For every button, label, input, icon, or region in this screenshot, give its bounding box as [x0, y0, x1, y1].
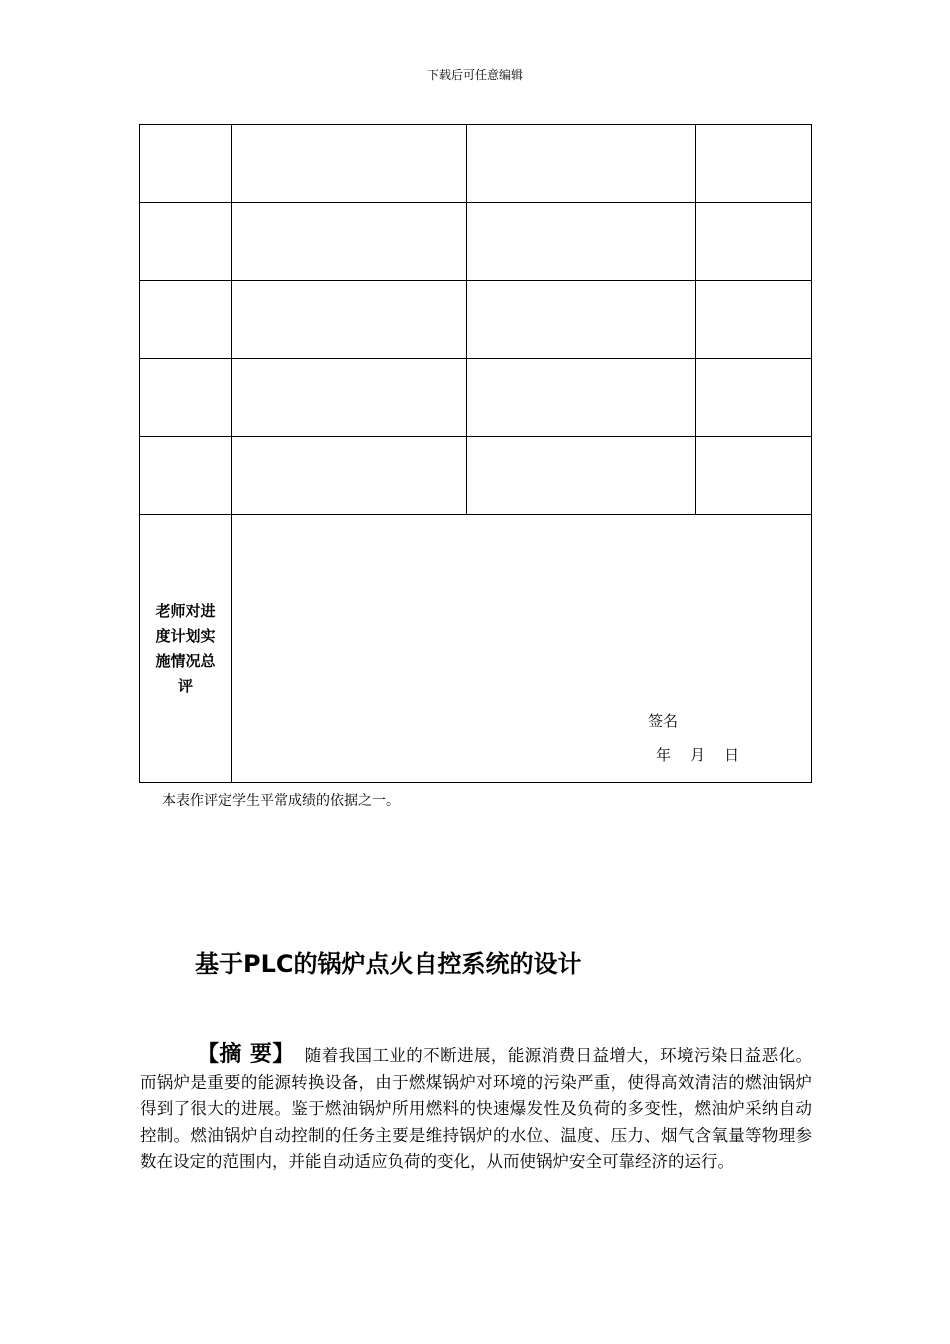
table-cell: [696, 203, 812, 281]
abstract-label: 【摘 要】: [197, 1042, 295, 1067]
page-header-note: 下载后可任意编辑: [426, 68, 523, 82]
date-label: 年 月 日: [656, 746, 740, 764]
table-row: [140, 203, 812, 281]
table-cell: [696, 281, 812, 359]
table-cell: [140, 359, 232, 437]
table-cell: [467, 437, 696, 515]
table-row: [140, 125, 812, 203]
table-cell: [140, 125, 232, 203]
table-cell: [696, 125, 812, 203]
table-cell: [140, 437, 232, 515]
summary-content-cell: [232, 515, 812, 783]
table-cell: [467, 359, 696, 437]
table-cell: [232, 203, 467, 281]
table-footnote: 本表作评定学生平常成绩的依据之一。: [162, 793, 400, 809]
table-row: [140, 359, 812, 437]
table-cell: [467, 281, 696, 359]
table-cell: [696, 359, 812, 437]
summary-label: 老师对进度计划实施情况总评: [140, 515, 232, 783]
document-title: 基于PLC的锅炉点火自控系统的设计: [195, 950, 582, 978]
summary-row: [140, 515, 812, 783]
table-row: [140, 437, 812, 515]
progress-table: [139, 124, 812, 783]
abstract-text: 随着我国工业的不断进展，能源消费日益增大，环境污染日益恶化。而锅炉是重要的能源转换设备，由于燃煤锅炉对环境的污染严重，使得高效清洁的燃油锅炉得到了很大的进展。鉴于燃油锅炉所用燃料的快速爆发性及负荷的多变性，燃油炉采纳自动控制。燃油锅炉自动控制的任务主要是维持锅炉的水位、温度、压力、烟气含氧量等物理参数在设定的范围内，并能自动适应负荷的变化，从而使锅炉安全可靠经济的运行。: [140, 1046, 813, 1171]
table-cell: [232, 281, 467, 359]
table-cell: [467, 203, 696, 281]
table-cell: [140, 281, 232, 359]
table-cell: [232, 125, 467, 203]
table-cell: [232, 359, 467, 437]
table-row: [140, 281, 812, 359]
table-cell: [467, 125, 696, 203]
abstract-paragraph: [140, 1042, 812, 1176]
table-cell: [232, 437, 467, 515]
signature-label: 签名: [648, 712, 679, 730]
table-cell: [140, 203, 232, 281]
table-cell: [696, 437, 812, 515]
